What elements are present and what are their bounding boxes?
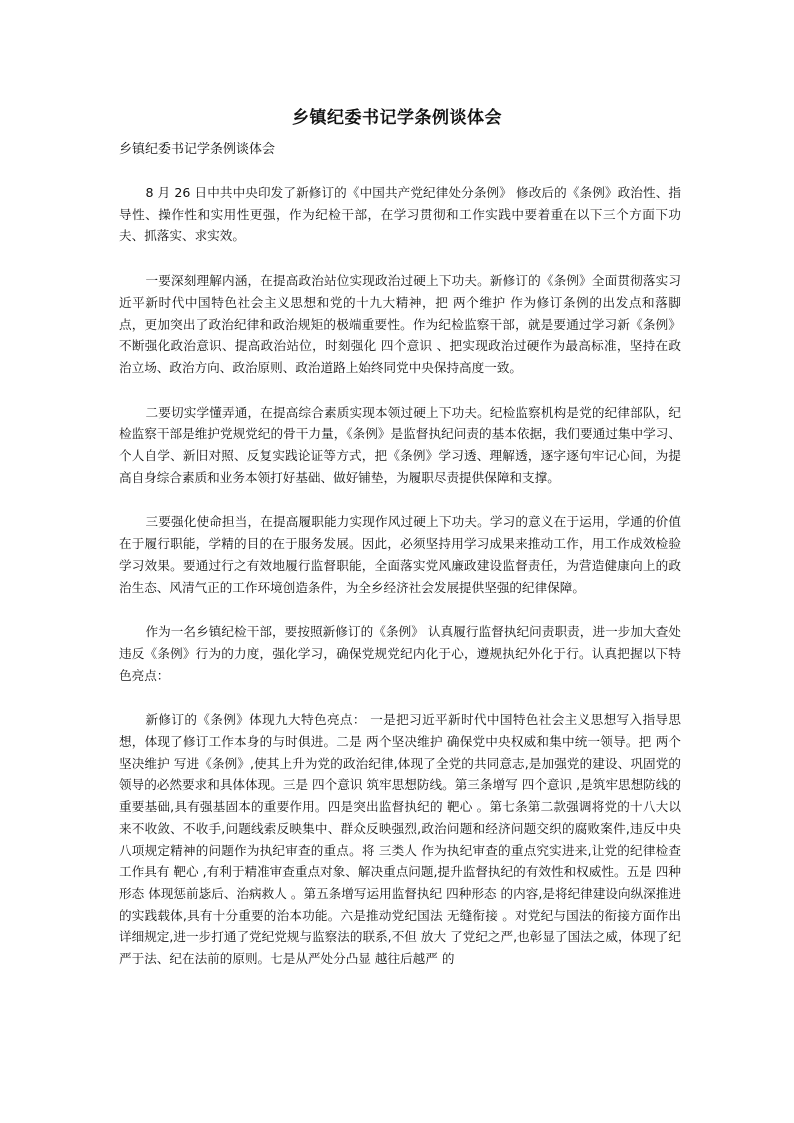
document-title: 乡镇纪委书记学条例谈体会 <box>292 108 502 128</box>
paragraph-point-one: 一要深刻理解内涵，在提高政治站位实现政治过硬上下功夫。新修订的《条例》全面贯彻落实习近平新时代中国特色社会主义思想和党的十九大精神，把 两个维护 作为修订条例的出发点和落脚点，更加突出了政治纪律和政治规矩的极端重要性。作为纪检监察干部，就是要通过学习新《条例》不断强化政治意识、提高政治站位，时刻强化 四个意识 、把实现政治过硬作为最高标准，坚持在政治立场、政治方向、政治原则、政治道路上始终同党中央保持高度一致。 <box>119 273 681 375</box>
paragraph-point-three: 三要强化使命担当，在提高履职能力实现作风过硬上下功夫。学习的意义在于运用，学通的价值在于履行职能，学精的目的在于服务发展。因此，必须坚持用学习成果来推动工作，用工作成效检验学习效果。要通过行之有效地履行监督职能，全面落实党风廉政建设监督责任，为营造健康向上的政治生态、风清气正的工作环境创造条件，为全乡经济社会发展提供坚强的纪律保障。 <box>119 514 681 595</box>
paragraph-highlights: 新修订的《条例》体现九大特色亮点： 一是把习近平新时代中国特色社会主义思想写入指导思想，体现了修订工作本身的与时俱进。二是 两个坚决维护 确保党中央权威和集中统一领导。把 两个坚决维护 写进《条例》,使其上升为党的政治纪律,体现了全党的共同意志,是加强党的建设、巩固党的领导的必然要求和具体体现。三是 四个意识 筑牢思想防线。第三条增写 四个意识 ,是筑牢思想防线的重要基础,具有强基固本的重要作用。四是突出监督执纪的 靶心 。第七条第二款强调将党的十八大以来不收敛、不收手,问题线索反映集中、群众反映强烈,政治问题和经济问题交织的腐败案件,违反中央八项规定精神的问题作为执纪审查的重点。将 三类人 作为执纪审查的重点究实进来,让党的纪律检查工作具有 靶心 ,有利于精准审查重点对象、解决重点问题,提升监督执纪的有效性和权威性。五是 四种形态 体现惩前毖后、治病救人 。第五条增写运用监督执纪 四种形态 的内容,是将纪律建设向纵深推进的实践载体,具有十分重要的治本功能。六是推动党纪国法 无缝衔接 。对党纪与国法的衔接方面作出详细规定,进一步打通了党纪党规与监察法的联系,不但 放大 了党纪之严,也彰显了国法之威，体现了纪严于法、纪在法前的原则。七是从严处分凸显 越往后越严 的 <box>119 712 681 967</box>
document-body <box>119 182 681 993</box>
document-subtitle: 乡镇纪委书记学条例谈体会 <box>119 142 276 157</box>
paragraph-intro: 8 月 26 日中共中央印发了新修订的《中国共产党纪律处分条例》 修改后的《条例》政治性、指导性、操作性和实用性更强，作为纪检干部，在学习贯彻和工作实践中要着重在以下三个方面下功夫、抓落实、求实效。 <box>119 185 681 244</box>
paragraph-duty: 作为一名乡镇纪检干部，要按照新修订的《条例》 认真履行监督执纪问责职责，进一步加大查处违反《条例》行为的力度，强化学习，确保党规党纪内化于心，遵规执纪外化于行。认真把握以下特色亮点： <box>119 624 681 683</box>
paragraph-point-two: 二要切实学懂弄通，在提高综合素质实现本领过硬上下功夫。纪检监察机构是党的纪律部队，纪检监察干部是维护党规党纪的骨干力量，《条例》是监督执纪问责的基本依据，我们要通过集中学习、个人自学、新旧对照、反复实践论证等方式，把《条例》学习透、理解透，逐字逐句牢记心间，为提高自身综合素质和业务本领打好基础、做好铺垫，为履职尽责提供保障和支撑。 <box>119 404 681 485</box>
